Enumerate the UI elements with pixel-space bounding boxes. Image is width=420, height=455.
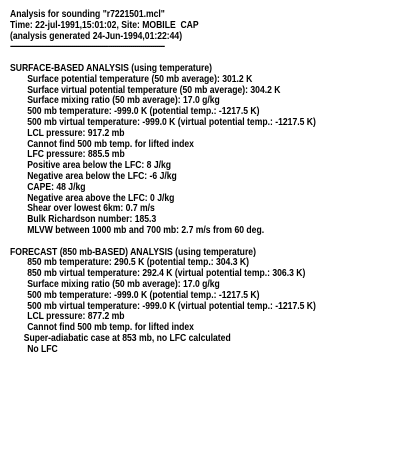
surface-line: Bulk Richardson number: 185.3 [27, 214, 157, 226]
forecast-note: Super-adiabatic case at 853 mb, no LFC calculated [23, 332, 231, 344]
forecast-line: 500 mb virtual temperature: -999.0 K (virtual potential temp.: -1217.5 K) [27, 300, 316, 312]
report-title: Analysis for sounding "r7221501.mcl" [10, 9, 165, 20]
surface-line: 500 mb temperature: -999.0 K (potential temp.: -1217.5 K) [27, 106, 260, 118]
forecast-line: Cannot find 500 mb temp. for lifted index [27, 322, 194, 334]
forecast-line: LCL pressure: 877.2 mb [27, 311, 125, 323]
sounding-analysis-report [10, 10, 358, 356]
surface-line: Positive area below the LFC: 8 J/kg [27, 160, 172, 172]
surface-line: Negative area above the LFC: 0 J/kg [27, 192, 175, 204]
surface-line: Negative area below the LFC: -6 J/kg [27, 170, 177, 182]
surface-line: Surface mixing ratio (50 mb average): 17.0 g/kg [27, 95, 220, 107]
report-generated: (analysis generated 24-Jun-1994,01:22:44) [10, 30, 183, 42]
surface-line: Shear over lowest 6km: 0.7 m/s [27, 203, 155, 215]
surface-analysis-heading: SURFACE-BASED ANALYSIS (using temperature) [10, 62, 212, 74]
surface-line: CAPE: 48 J/kg [27, 181, 86, 193]
surface-line: Surface potential temperature (50 mb average): 301.2 K [27, 73, 253, 85]
report-time-site: Time: 22-jul-1991,15:01:02, Site: MOBILE CAP [10, 19, 199, 31]
forecast-line: 850 mb virtual temperature: 292.4 K (virtual potential temp.: 306.3 K) [27, 268, 306, 280]
forecast-line: 500 mb temperature: -999.0 K (potential temp.: -1217.5 K) [27, 289, 260, 301]
forecast-note: No LFC [27, 343, 58, 355]
report-divider: ----------------------------------------------------------------------------- [10, 41, 165, 53]
surface-line: Cannot find 500 mb temp. for lifted index [27, 138, 194, 150]
forecast-analysis-heading: FORECAST (850 mb-BASED) ANALYSIS (using temperature) [10, 246, 256, 258]
forecast-line: 850 mb temperature: 290.5 K (potential temp.: 304.3 K) [27, 257, 249, 269]
spacer [10, 237, 358, 248]
surface-line: LCL pressure: 917.2 mb [27, 127, 125, 139]
forecast-line: Surface mixing ratio (50 mb average): 17.0 g/kg [27, 278, 220, 290]
surface-line: LFC pressure: 885.5 mb [27, 149, 125, 161]
surface-line: Surface virtual potential temperature (50 mb average): 304.2 K [27, 84, 281, 96]
surface-line: MLVW between 1000 mb and 700 mb: 2.7 m/s from 60 deg. [27, 224, 265, 236]
surface-line: 500 mb virtual temperature: -999.0 K (virtual potential temp.: -1217.5 K) [27, 116, 316, 128]
